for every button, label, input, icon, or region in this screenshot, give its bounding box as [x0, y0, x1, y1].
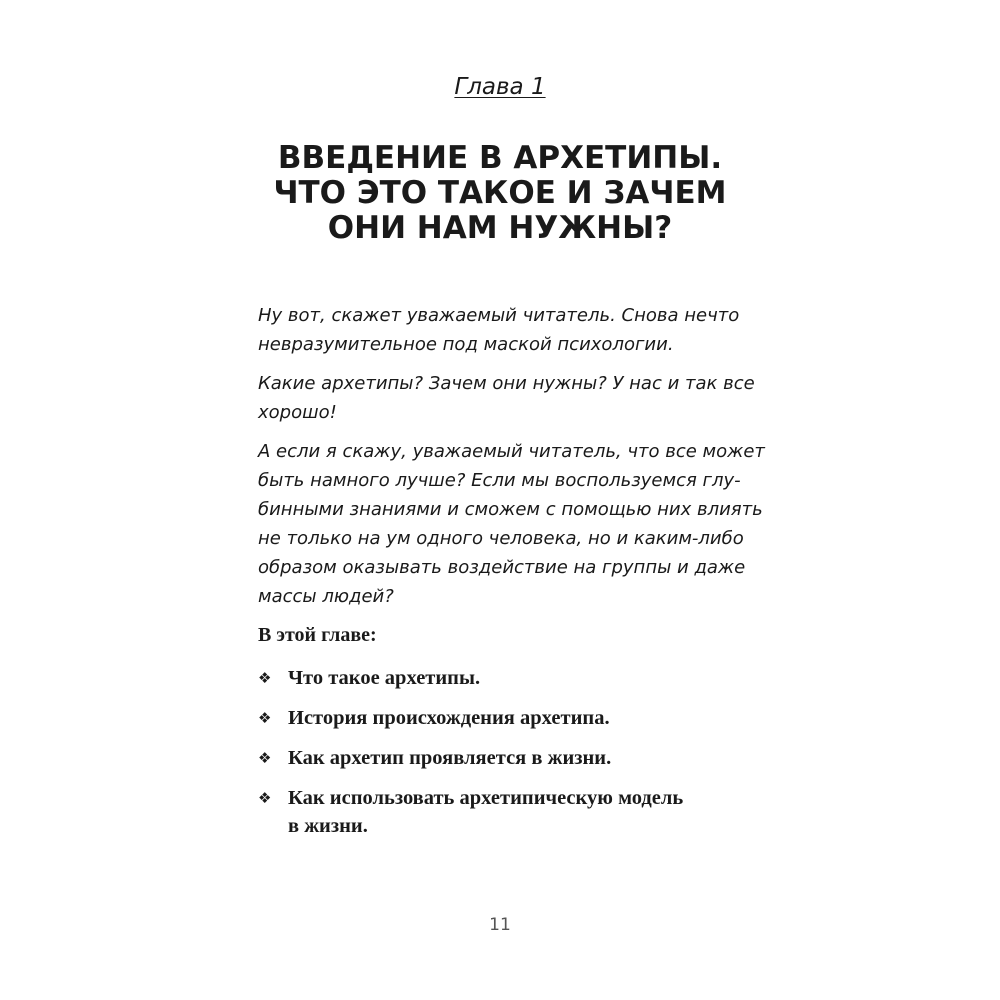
- page-number: 11: [489, 915, 511, 935]
- paragraph-line: Какие архетипы? Зачем они нужны? У нас и так все: [258, 373, 755, 394]
- in-this-chapter-heading: В этой главе:: [258, 624, 377, 646]
- chapter-title: [0, 141, 1000, 246]
- diamond-bullet-icon: ❖: [258, 749, 272, 767]
- list-item: [258, 744, 758, 772]
- list-item: [258, 664, 758, 692]
- list-item-text: в жизни.: [288, 815, 368, 837]
- list-item: [258, 784, 758, 840]
- paragraph-argument: [258, 437, 765, 611]
- list-item: [258, 704, 758, 732]
- paragraph-line: Ну вот, скажет уважаемый читатель. Снова нечто: [258, 305, 740, 326]
- list-item-text: Как использовать архетипическую модель: [288, 787, 684, 809]
- list-item-text: Как архетип проявляется в жизни.: [288, 747, 612, 769]
- paragraph-line: А если я скажу, уважаемый читатель, что все может: [258, 441, 765, 462]
- paragraph-line: хорошо!: [258, 402, 337, 423]
- paragraph-line: невразумительное под маской психологии.: [258, 334, 674, 355]
- paragraph-line: массы людей?: [258, 586, 394, 607]
- paragraph-line: не только на ум одного человека, но и каким-либо: [258, 528, 744, 549]
- paragraph-line: быть намного лучше? Если мы воспользуемся глу-: [258, 470, 741, 491]
- paragraph-question: [258, 369, 755, 427]
- paragraph-intro: [258, 301, 739, 359]
- chapter-title-line: ЧТО ЭТО ТАКОЕ И ЗАЧЕМ: [273, 175, 727, 211]
- paragraph-line: бинными знаниями и сможем с помощью них влиять: [258, 499, 763, 520]
- diamond-bullet-icon: ❖: [258, 789, 272, 807]
- chapter-label: Глава 1: [454, 74, 546, 100]
- list-item-text: Что такое архетипы.: [288, 667, 481, 689]
- chapter-title-line: ОНИ НАМ НУЖНЫ?: [327, 210, 673, 246]
- chapter-contents-list: [258, 664, 758, 852]
- diamond-bullet-icon: ❖: [258, 709, 272, 727]
- diamond-bullet-icon: ❖: [258, 669, 272, 687]
- chapter-title-line: ВВЕДЕНИЕ В АРХЕТИПЫ.: [277, 140, 723, 176]
- paragraph-line: образом оказывать воздействие на группы и даже: [258, 557, 746, 578]
- list-item-text: История происхождения архетипа.: [288, 707, 610, 729]
